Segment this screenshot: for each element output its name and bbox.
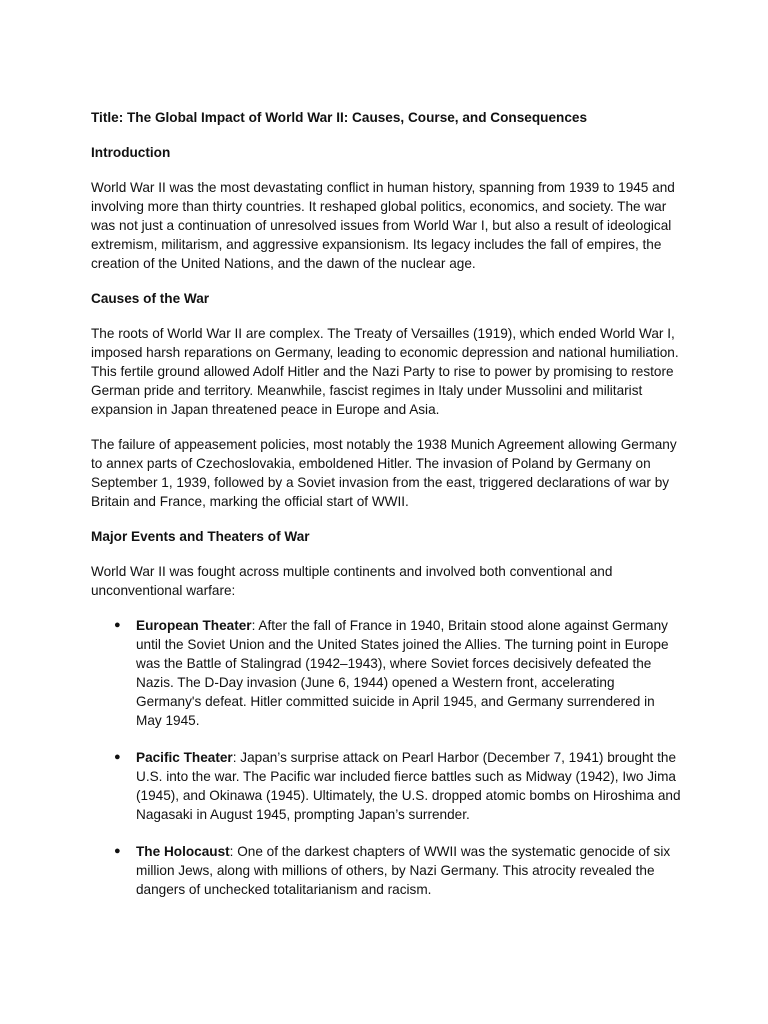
events-intro-paragraph: World War II was fought across multiple continents and involved both conventional and unconventional warfare: <box>91 564 613 598</box>
list-item-term: The Holocaust <box>136 844 230 859</box>
bullet-icon: ● <box>114 619 121 631</box>
list-item-term: Pacific Theater <box>136 750 233 765</box>
bullet-icon: ● <box>114 845 121 857</box>
list-item-text: : Japan’s surprise attack on Pearl Harbor (December 7, 1941) brought the U.S. into the war. The Pacific war included fierce battles such as Midway (1942), Iwo Jima (1945), and Okinawa (1945). Ultimately, the U.S. dropped atomic bombs on Hiroshima and Nagasaki in August 1945, prompting Japan’s surrender. <box>136 750 681 822</box>
list-item <box>91 748 681 824</box>
section-heading-events: Major Events and Theaters of War <box>91 529 310 544</box>
causes-paragraph-2: The failure of appeasement policies, most notably the 1938 Munich Agreement allowing Germany to annex parts of Czechoslovakia, emboldened Hitler. The invasion of Poland by Germany on September 1, 1939, followed by a Soviet invasion from the east, triggered declarations of war by Britain and France, marking the official start of WWII. <box>91 437 677 509</box>
document-title: Title: The Global Impact of World War II: Causes, Course, and Consequences <box>91 110 588 125</box>
section-heading-introduction: Introduction <box>91 145 171 160</box>
causes-paragraph-1: The roots of World War II are complex. The Treaty of Versailles (1919), which ended World War I, imposed harsh reparations on Germany, leading to economic depression and national humiliation. This fertile ground allowed Adolf Hitler and the Nazi Party to rise to power by promising to restore German pride and territory. Meanwhile, fascist regimes in Italy under Mussolini and militarist expansion in Japan threatened peace in Europe and Asia. <box>91 326 679 417</box>
events-bullet-list <box>91 616 681 899</box>
list-item-text: : One of the darkest chapters of WWII was the systematic genocide of six million Jews, along with millions of others, by Nazi Germany. This atrocity revealed the dangers of unchecked totalitarianism and racism. <box>136 844 671 897</box>
list-item-text: : After the fall of France in 1940, Britain stood alone against Germany until the Soviet Union and the United States joined the Allies. The turning point in Europe was the Battle of Stalingrad (1942–1943), where Soviet forces decisively defeated the Nazis. The D-Day invasion (June 6, 1944) opened a Western front, accelerating Germany's defeat. Hitler committed suicide in April 1945, and Germany surrendered in May 1945. <box>136 618 669 728</box>
document-page <box>91 108 681 917</box>
section-heading-causes: Causes of the War <box>91 291 210 306</box>
list-item <box>91 842 681 899</box>
introduction-paragraph: World War II was the most devastating conflict in human history, spanning from 1939 to 1945 and involving more than thirty countries. It reshaped global politics, economics, and society. The war was not just a continuation of unresolved issues from World War I, but also a result of ideological extremism, militarism, and aggressive expansionism. Its legacy includes the fall of empires, the creation of the United Nations, and the dawn of the nuclear age. <box>91 180 675 271</box>
list-item-term: European Theater <box>136 618 252 633</box>
bullet-icon: ● <box>114 751 121 763</box>
list-item <box>91 616 681 730</box>
